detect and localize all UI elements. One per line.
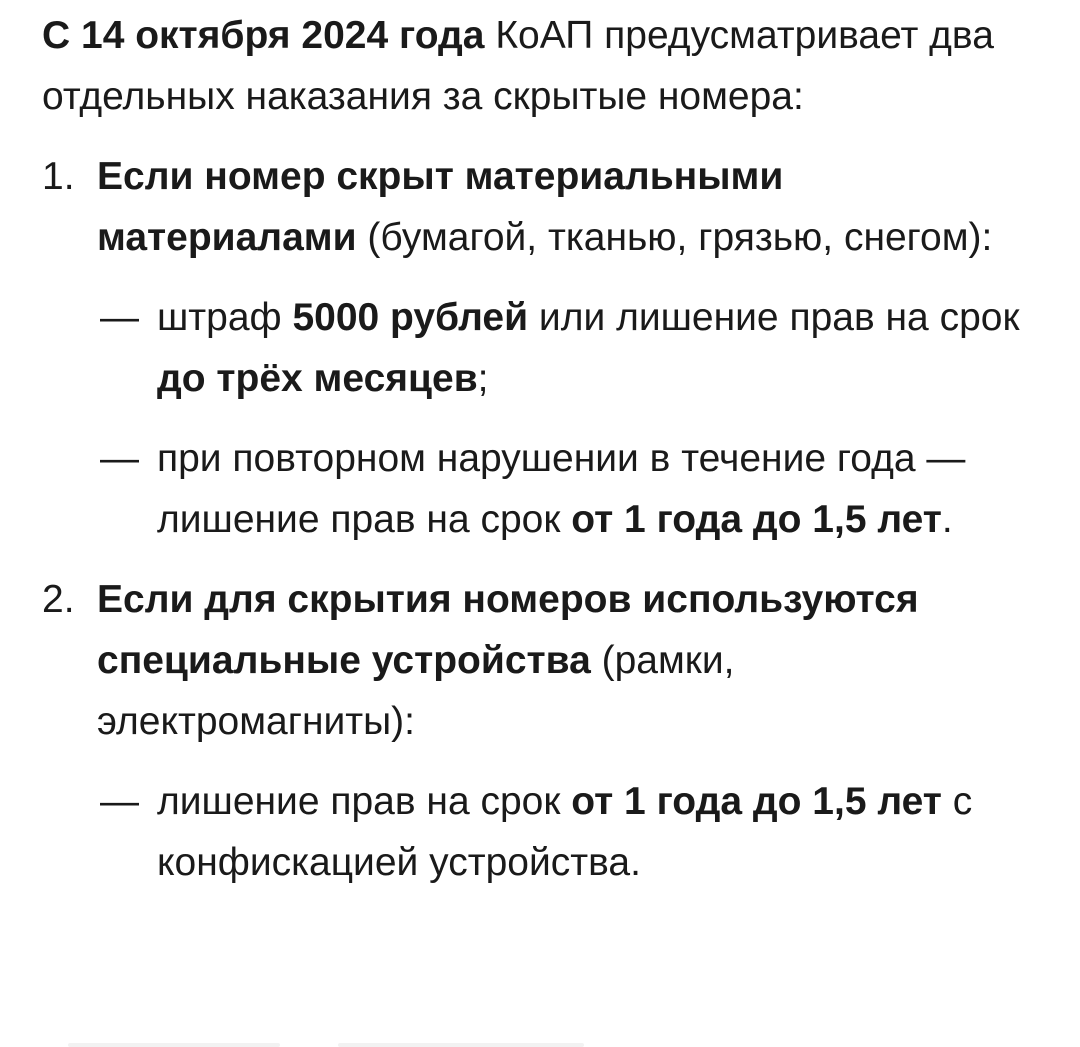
intro-paragraph	[42, 5, 1042, 127]
dash: —	[100, 296, 139, 339]
text-part: лишение прав на срок	[157, 780, 572, 823]
intro-date: С 14 октября 2024 года	[42, 14, 485, 57]
list-item-title: Если номер скрыт материальными материалами	[97, 155, 784, 259]
dash: —	[100, 780, 139, 823]
text-part: штраф	[157, 296, 293, 339]
list-number: 2.	[42, 578, 75, 621]
penalty-text	[157, 287, 1042, 409]
list-item-heading	[97, 146, 1042, 268]
suspension-term: от 1 года до 1,5 лет	[571, 780, 942, 823]
text-part: или лишение прав на срок	[528, 296, 1020, 339]
list-item-2	[42, 569, 1042, 893]
text-part: .	[941, 498, 953, 541]
fine-amount: 5000 рублей	[292, 296, 529, 339]
text-part: при повторном нарушении в течение года — лишение прав на срок	[157, 437, 966, 541]
penalty-item-2	[97, 428, 1042, 550]
dash: —	[100, 437, 139, 480]
bottom-chip-left[interactable]	[68, 1043, 280, 1047]
suspension-term: до трёх месяцев	[157, 357, 478, 400]
text-part: с конфискацией устройства.	[157, 780, 973, 884]
penalty-text	[157, 771, 1042, 893]
list-item-note: (рамки, электромагниты):	[97, 639, 735, 743]
text-part: ;	[477, 357, 489, 400]
list-item-note: (бумагой, тканью, грязью, снегом):	[356, 216, 993, 259]
intro-text: КоАП предусматривает два отдельных наказания за скрытые номера:	[42, 14, 994, 118]
list-item-1	[42, 146, 1042, 550]
suspension-term: от 1 года до 1,5 лет	[571, 498, 942, 541]
penalty-item-3	[97, 771, 1042, 893]
article-body	[42, 5, 1042, 893]
list-item-title: Если для скрытия номеров используются специальные устройства	[97, 578, 919, 682]
list-item-heading	[97, 569, 1042, 752]
bottom-chip-right[interactable]	[338, 1043, 584, 1047]
penalty-text	[157, 428, 1042, 550]
penalty-item-1	[97, 287, 1042, 409]
list-number: 1.	[42, 155, 75, 198]
